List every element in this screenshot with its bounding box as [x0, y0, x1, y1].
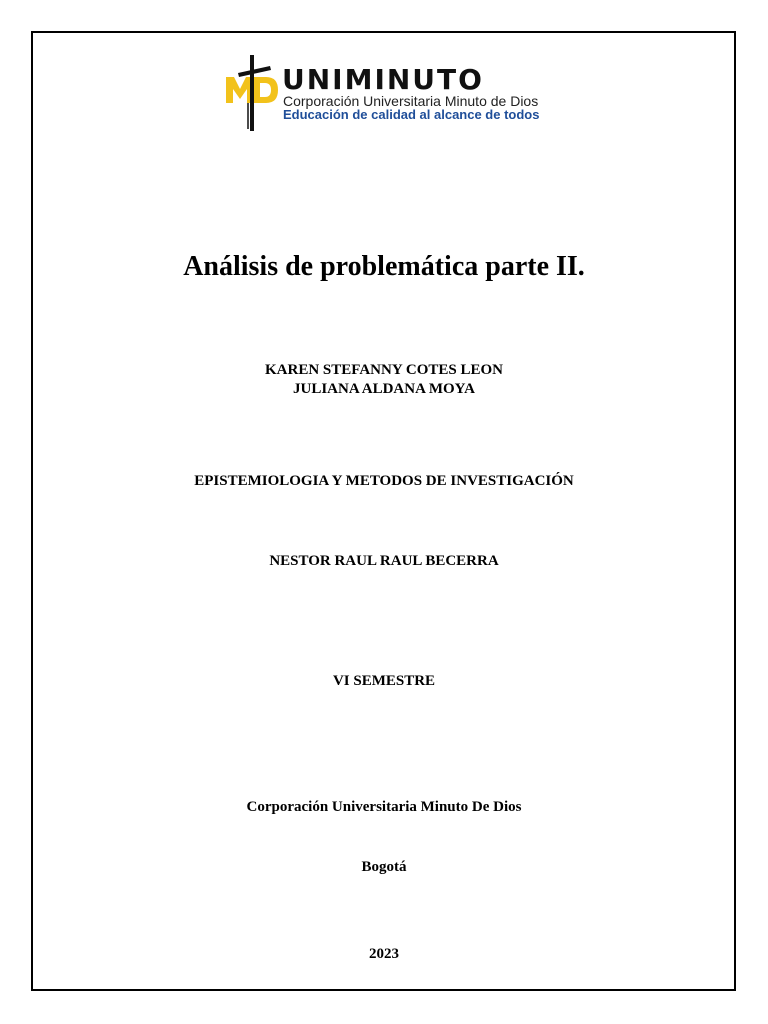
logo-tagline: Educación de calidad al alcance de todos: [283, 107, 540, 122]
author-name: KAREN STEFANNY COTES LEON: [265, 362, 503, 378]
institution-name: Corporación Universitaria Minuto De Dios: [246, 799, 522, 815]
logo-subtitle: Corporación Universitaria Minuto de Dios: [283, 93, 539, 109]
document-page: [31, 31, 736, 991]
course-name: EPISTEMIOLOGIA Y METODOS DE INVESTIGACIÓN: [194, 473, 574, 489]
semester: VI SEMESTRE: [332, 673, 436, 689]
document-title: Análisis de problemática parte II.: [183, 251, 585, 282]
logo-name: UNIMINUTO: [282, 63, 484, 96]
uniminuto-logo: [224, 53, 546, 133]
teacher-name: NESTOR RAUL RAUL BECERRA: [269, 553, 499, 569]
md-cross-logo-icon: [224, 53, 284, 133]
year: 2023: [369, 946, 399, 962]
city: Bogotá: [361, 859, 407, 875]
author-name: JULIANA ALDANA MOYA: [293, 381, 475, 397]
